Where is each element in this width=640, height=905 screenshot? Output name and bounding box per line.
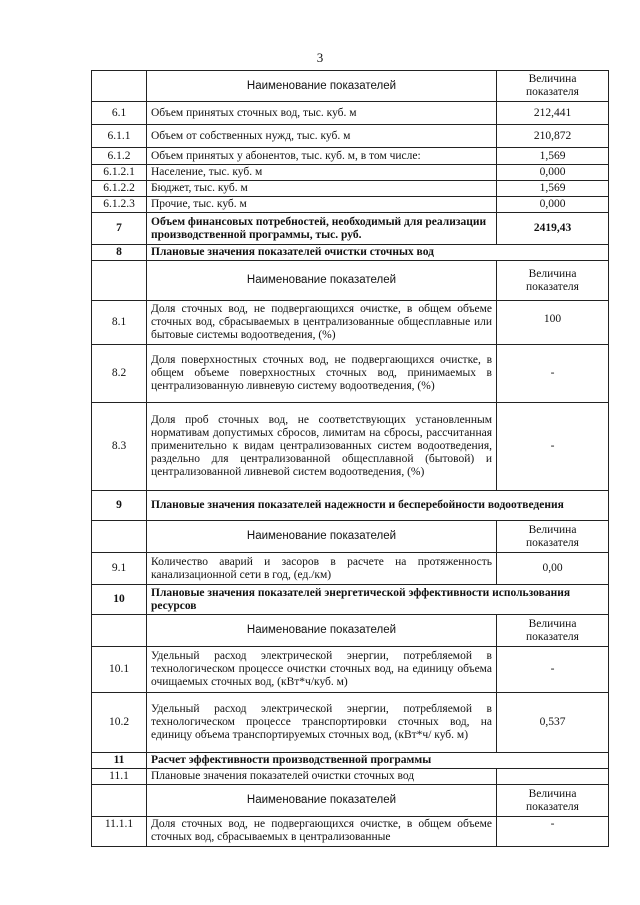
row-number: 11.1.1 — [92, 817, 147, 847]
row-text: Прочие, тыс. куб. м — [147, 197, 497, 213]
row-number: 8.3 — [92, 403, 147, 491]
row-number: 9.1 — [92, 553, 147, 585]
table-row-total — [92, 213, 609, 245]
row-text: Доля сточных вод, не подвергающихся очистке, в общем объеме сточных вод, сбрасываемых в централизованные общесплавные или бытовые системы водоотведения, (%) — [147, 301, 497, 345]
row-number: 6.1.2 — [92, 148, 147, 165]
row-text: Объем принятых сточных вод, тыс. куб. м — [147, 102, 497, 125]
row-value — [497, 769, 609, 785]
row-number: 6.1.1 — [92, 125, 147, 148]
header-value-cell: Величина показателя — [497, 521, 609, 553]
section-number: 10 — [92, 585, 147, 615]
table-row — [92, 769, 609, 785]
row-text: Объем от собственных нужд, тыс. куб. м — [147, 125, 497, 148]
table-row — [92, 693, 609, 753]
header-value-cell: Величина показателя — [497, 71, 609, 102]
section-row — [92, 491, 609, 521]
header-num-cell — [92, 521, 147, 553]
row-text: Удельный расход электрической энергии, потребляемой в технологическом процессе транспортировки сточных вод, на единицу объема транспортируемых сточных вод, (кВт*ч/ куб. м) — [147, 693, 497, 753]
page-number: 3 — [316, 50, 324, 65]
row-text: Население, тыс. куб. м — [147, 165, 497, 181]
row-text: Объем финансовых потребностей, необходимый для реализации производственной программы, тыс. руб. — [147, 213, 497, 245]
table-row — [92, 647, 609, 693]
row-number: 8.2 — [92, 345, 147, 403]
table-row — [92, 553, 609, 585]
row-value: - — [497, 817, 609, 847]
header-num-cell — [92, 261, 147, 301]
table-header-row — [92, 71, 609, 102]
table-row — [92, 403, 609, 491]
section-number: 8 — [92, 245, 147, 261]
row-text: Объем принятых у абонентов, тыс. куб. м, в том числе: — [147, 148, 497, 165]
section-title: Плановые значения показателей очистки сточных вод — [147, 245, 609, 261]
row-value: - — [497, 647, 609, 693]
header-num-cell — [92, 615, 147, 647]
row-value: 1,569 — [497, 181, 609, 197]
section-title: Расчет эффективности производственной программы — [147, 753, 609, 769]
row-number: 7 — [92, 213, 147, 245]
row-value: 1,569 — [497, 148, 609, 165]
section-row — [92, 245, 609, 261]
row-value: 100 — [497, 301, 609, 345]
row-number: 8.1 — [92, 301, 147, 345]
section-row — [92, 585, 609, 615]
row-value: 210,872 — [497, 125, 609, 148]
header-num-cell — [92, 785, 147, 817]
header-name-cell: Наименование показателей — [147, 261, 497, 301]
row-number: 6.1 — [92, 102, 147, 125]
row-text: Доля поверхностных сточных вод, не подвергающихся очистке, в общем объеме поверхностных сточных вод, принимаемых в централизованную ливневую систему водоотведения, (%) — [147, 345, 497, 403]
row-value: 212,441 — [497, 102, 609, 125]
section-title: Плановые значения показателей энергетической эффективности использования ресурсов — [147, 585, 609, 615]
row-text: Плановые значения показателей очистки сточных вод — [147, 769, 497, 785]
table-row — [92, 181, 609, 197]
row-text: Доля сточных вод, не подвергающихся очистке, в общем объеме сточных вод, сбрасываемых в централизованные — [147, 817, 497, 847]
row-value: 0,537 — [497, 693, 609, 753]
header-value-cell: Величина показателя — [497, 785, 609, 817]
table-header-row — [92, 521, 609, 553]
header-name-cell: Наименование показателей — [147, 785, 497, 817]
section-number: 9 — [92, 491, 147, 521]
table-row — [92, 148, 609, 165]
row-number: 6.1.2.2 — [92, 181, 147, 197]
row-value: - — [497, 345, 609, 403]
table-row — [92, 125, 609, 148]
header-value-cell: Величина показателя — [497, 615, 609, 647]
row-number: 6.1.2.1 — [92, 165, 147, 181]
row-value: 2419,43 — [497, 213, 609, 245]
row-text: Удельный расход электрической энергии, потребляемой в технологическом процессе очистки сточных вод, на единицу объема очищаемых сточных вод, (кВт*ч/куб. м) — [147, 647, 497, 693]
section-number: 11 — [92, 753, 147, 769]
section-row — [92, 753, 609, 769]
table-header-row — [92, 785, 609, 817]
indicators-table — [91, 70, 609, 847]
header-name-cell: Наименование показателей — [147, 71, 497, 102]
row-text: Бюджет, тыс. куб. м — [147, 181, 497, 197]
row-value: 0,000 — [497, 197, 609, 213]
row-value: 0,00 — [497, 553, 609, 585]
table-row — [92, 345, 609, 403]
table-header-row — [92, 615, 609, 647]
table-row — [92, 817, 609, 847]
row-text: Количество аварий и засоров в расчете на протяженность канализационной сети в год, (ед./км) — [147, 553, 497, 585]
header-num-cell — [92, 71, 147, 102]
row-value: - — [497, 403, 609, 491]
row-number: 11.1 — [92, 769, 147, 785]
table-row — [92, 197, 609, 213]
header-value-cell: Величина показателя — [497, 261, 609, 301]
row-number: 10.1 — [92, 647, 147, 693]
section-title: Плановые значения показателей надежности и бесперебойности водоотведения — [147, 491, 609, 521]
table-row — [92, 301, 609, 345]
table-row — [92, 165, 609, 181]
row-number: 6.1.2.3 — [92, 197, 147, 213]
table-row — [92, 102, 609, 125]
row-value: 0,000 — [497, 165, 609, 181]
row-number: 10.2 — [92, 693, 147, 753]
row-text: Доля проб сточных вод, не соответствующих установленным нормативам допустимых сбросов, лимитам на сбросы, рассчитанная применительно к видам централизованных систем водоотведения, раздельно для централизованной общесплавной (бытовой) и централизованной ливневой систем водоотведения, (%) — [147, 403, 497, 491]
header-name-cell: Наименование показателей — [147, 521, 497, 553]
table-header-row — [92, 261, 609, 301]
header-name-cell: Наименование показателей — [147, 615, 497, 647]
